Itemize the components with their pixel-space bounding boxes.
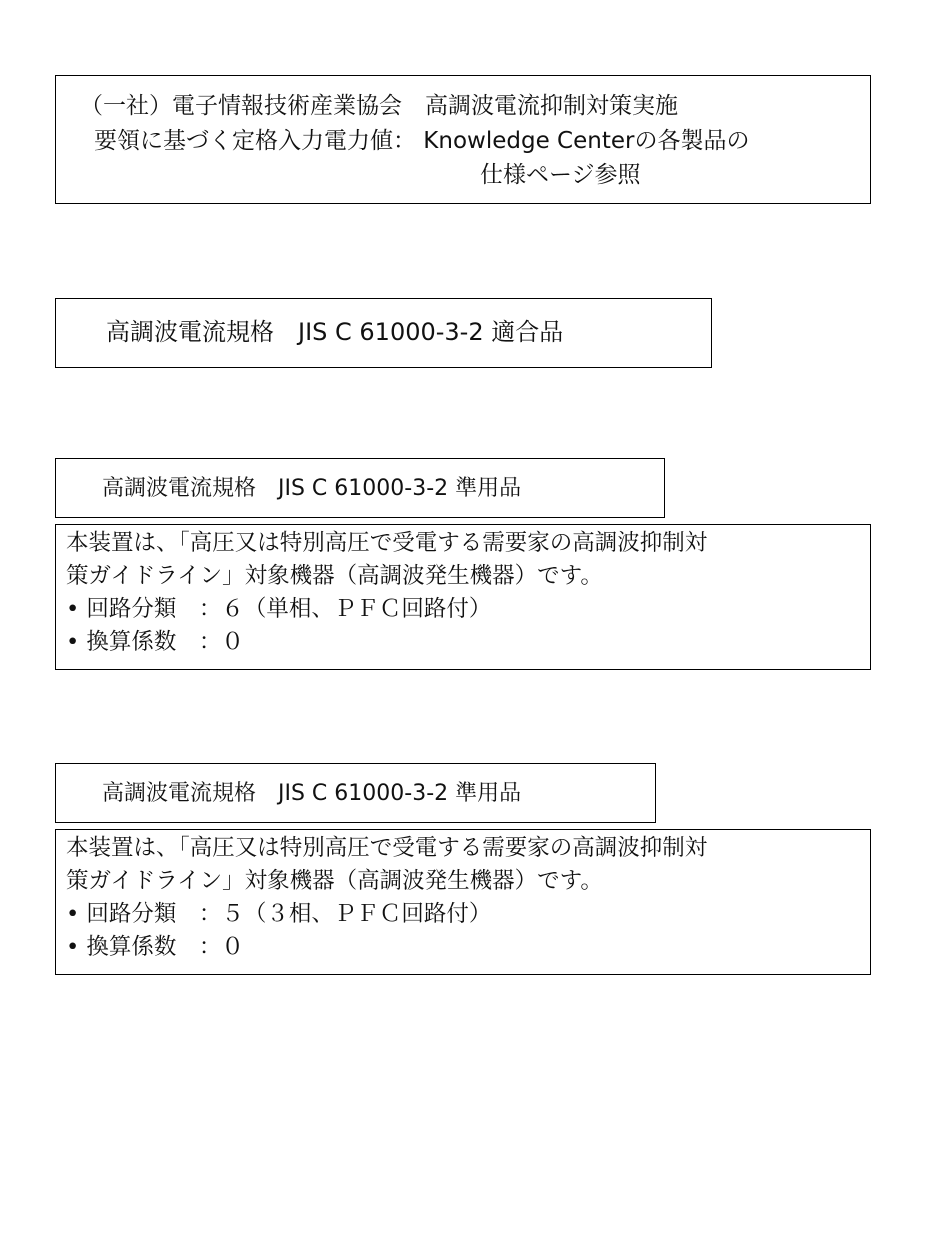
section2-circuit-class: • 回路分類 ：５（３相、ＰＦＣ回路付） xyxy=(66,901,492,927)
section2-title: 高調波電流規格 JIS C 61000-3-2 準用品 xyxy=(102,781,522,806)
jeita-rated-input-box xyxy=(55,75,871,204)
section1-body-box xyxy=(55,524,871,670)
section1-body-line-2: 策ガイドライン」対象機器（高調波発生機器）です。 xyxy=(66,563,603,589)
section2-conversion-factor: • 換算係数 ：０ xyxy=(66,934,244,960)
section1-title: 高調波電流規格 JIS C 61000-3-2 準用品 xyxy=(102,476,522,501)
section1-header-box xyxy=(55,458,665,518)
section2-header-box xyxy=(55,763,656,823)
jeita-line-1: （一社）電子情報技術産業協会 高調波電流抑制対策実施 xyxy=(80,93,678,119)
section1-body-line-1: 本装置は、「高圧又は特別高圧で受電する需要家の高調波抑制対 xyxy=(66,530,708,556)
section1-conversion-factor: • 換算係数 ：０ xyxy=(66,629,244,655)
compliant-standard-title: 高調波電流規格 JIS C 61000-3-2 適合品 xyxy=(106,318,564,346)
section2-body-box xyxy=(55,829,871,975)
section1-circuit-class: • 回路分類 ：６（単相、ＰＦＣ回路付） xyxy=(66,596,492,622)
section2-body-line-1: 本装置は、「高圧又は特別高圧で受電する需要家の高調波抑制対 xyxy=(66,835,708,861)
compliant-standard-box xyxy=(55,298,712,368)
jeita-line-2: 要領に基づく定格入力電力値： Knowledge Centerの各製品の xyxy=(94,128,750,154)
jeita-line-3: 仕様ページ参照 xyxy=(480,162,641,188)
section2-body-line-2: 策ガイドライン」対象機器（高調波発生機器）です。 xyxy=(66,868,603,894)
